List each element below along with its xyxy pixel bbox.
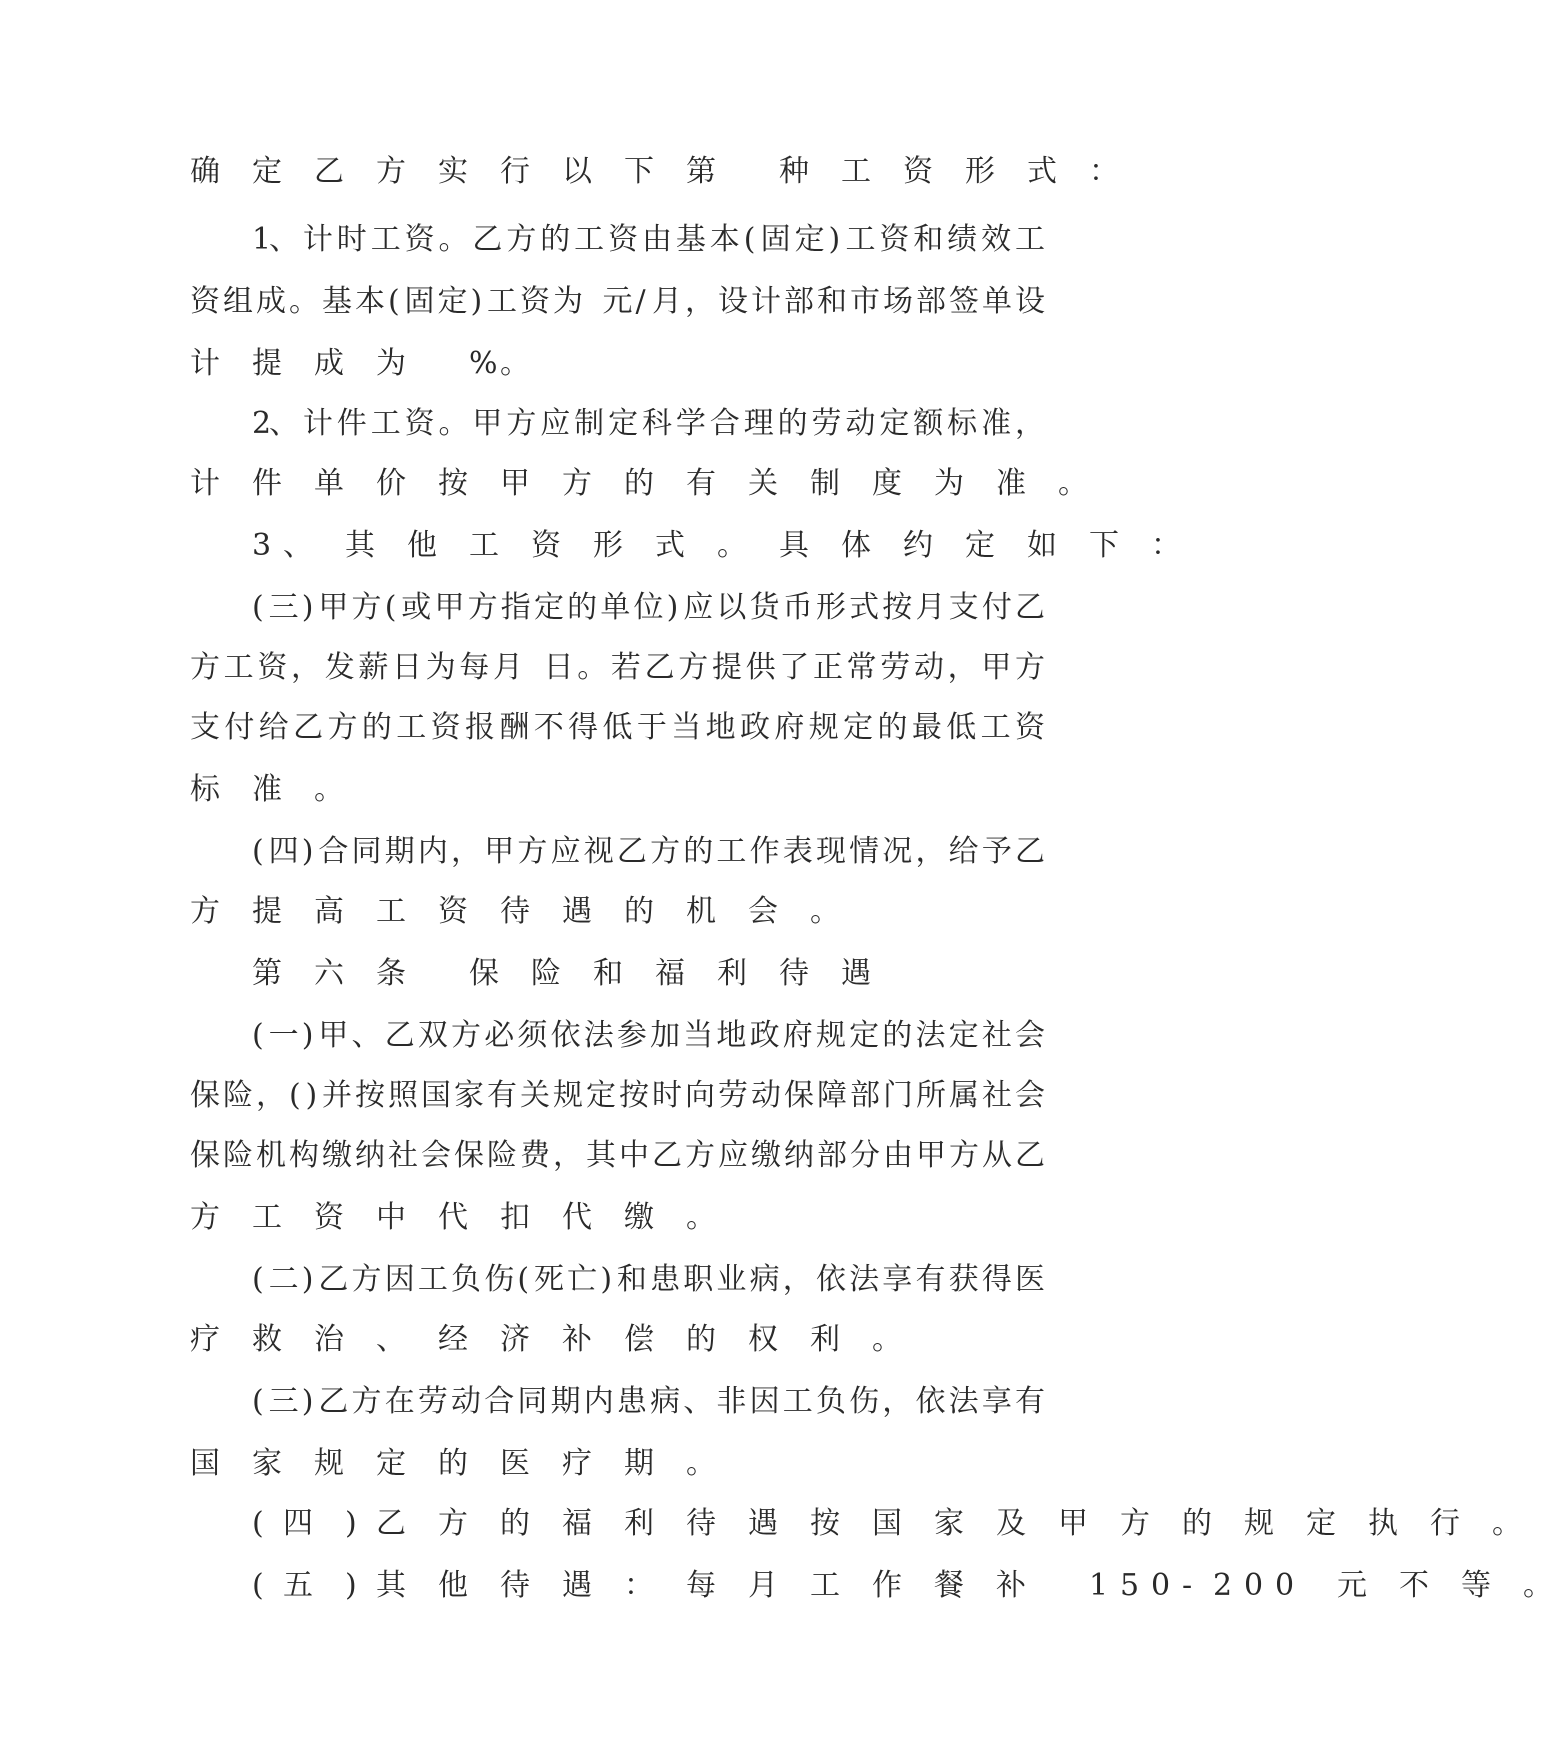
text-line: 3 、 其 他 工 资 形 式 。 具 体 约 定 如 下 ： bbox=[252, 528, 1181, 563]
text-line: 国 家 规 定 的 医 疗 期 。 bbox=[190, 1446, 716, 1481]
text-line: 方 工 资 ， 发 薪 日 为 每 月 日 。 若 乙 方 提 供 了 正 常 劳 动 ， 甲 方 bbox=[190, 650, 1045, 685]
text-line: 计 提 成 为 % 。 bbox=[190, 346, 530, 381]
text-line: ( 一 ) 甲 、 乙 双 方 必 须 依 法 参 加 当 地 政 府 规 定 的 法 定 社 会 bbox=[252, 1018, 1045, 1053]
text-line: 支 付 给 乙 方 的 工 资 报 酬 不 得 低 于 当 地 政 府 规 定 的 最 低 工 资 bbox=[190, 710, 1045, 745]
text-line: ( 五 ) 其 他 待 遇 ： 每 月 工 作 餐 补 1 5 0 - 2 0 0 元 不 等 。 bbox=[252, 1568, 1553, 1603]
text-line: ( 四 ) 乙 方 的 福 利 待 遇 按 国 家 及 甲 方 的 规 定 执 行 。 bbox=[252, 1506, 1522, 1541]
text-line: 标 准 。 bbox=[190, 772, 344, 807]
text-line: 资 组 成 。 基 本 ( 固 定 ) 工 资 为 元 / 月 ， 设 计 部 和 市 场 部 签 单 设 bbox=[190, 284, 1045, 319]
text-line: ( 三 ) 甲 方 ( 或 甲 方 指 定 的 单 位 ) 应 以 货 币 形 式 按 月 支 付 乙 bbox=[252, 590, 1045, 625]
text-line: 方 工 资 中 代 扣 代 缴 。 bbox=[190, 1200, 716, 1235]
text-line: ( 四 ) 合 同 期 内 ， 甲 方 应 视 乙 方 的 工 作 表 现 情 况 ， 给 予 乙 bbox=[252, 834, 1045, 869]
section-heading: 第 六 条 保 险 和 福 利 待 遇 bbox=[252, 956, 871, 991]
text-line: 确 定 乙 方 实 行 以 下 第 种 工 资 形 式 ： bbox=[190, 154, 1119, 189]
text-line: 疗 救 治 、 经 济 补 偿 的 权 利 。 bbox=[190, 1322, 902, 1357]
text-line: 方 提 高 工 资 待 遇 的 机 会 。 bbox=[190, 894, 840, 929]
text-line: 计 件 单 价 按 甲 方 的 有 关 制 度 为 准 。 bbox=[190, 466, 1088, 501]
text-line: 保 险 ， ( ) 并 按 照 国 家 有 关 规 定 按 时 向 劳 动 保 障 部 门 所 属 社 会 bbox=[190, 1078, 1045, 1113]
text-line: ( 三 ) 乙 方 在 劳 动 合 同 期 内 患 病 、 非 因 工 负 伤 ， 依 法 享 有 bbox=[252, 1384, 1045, 1419]
text-line: 2 、 计 件 工 资 。 甲 方 应 制 定 科 学 合 理 的 劳 动 定 额 标 准 ， bbox=[252, 406, 1045, 441]
text-line: ( 二 ) 乙 方 因 工 负 伤 ( 死 亡 ) 和 患 职 业 病 ， 依 法 享 有 获 得 医 bbox=[252, 1262, 1045, 1297]
text-line: 1 、 计 时 工 资 。 乙 方 的 工 资 由 基 本 ( 固 定 ) 工 资 和 绩 效 工 bbox=[252, 222, 1045, 257]
text-line: 保 险 机 构 缴 纳 社 会 保 险 费 ， 其 中 乙 方 应 缴 纳 部 分 由 甲 方 从 乙 bbox=[190, 1138, 1045, 1173]
